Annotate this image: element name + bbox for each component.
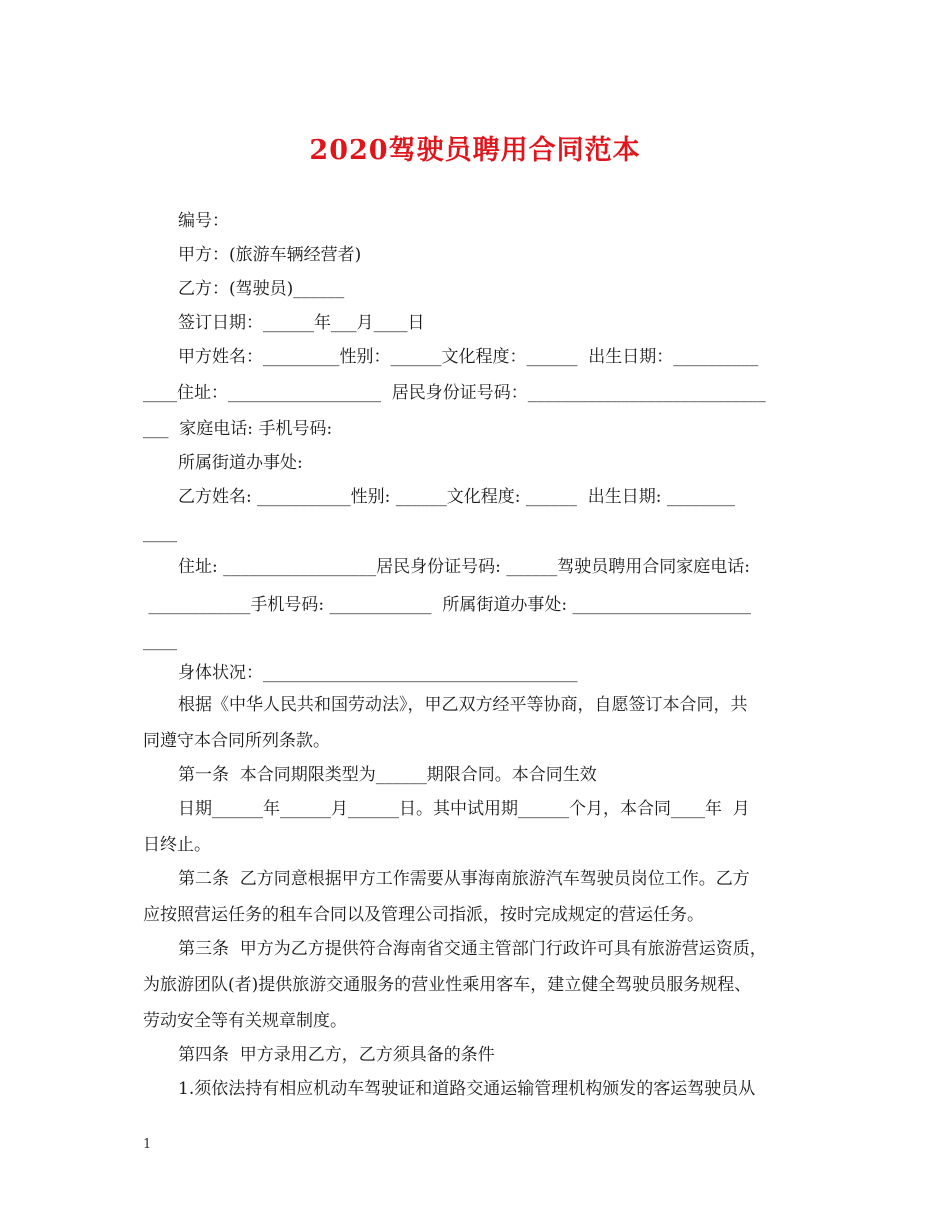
page-number: 1 xyxy=(143,1137,152,1152)
party-b-info-continuation: ____ xyxy=(143,523,177,543)
article-1-line-3: 日终止。 xyxy=(143,835,211,855)
document-title: 2020驾驶员聘用合同范本 xyxy=(309,135,641,166)
party-b-phone-continuation: ____ xyxy=(143,631,177,651)
party-b-address-line: 住址: __________________居民身份证号码: ______驾驶员聘用合同家庭电话: xyxy=(178,557,750,577)
party-b-info-line: 乙方姓名: ___________性别: ______文化程度: ______ 出生日期: ________ xyxy=(178,487,735,507)
party-a-phone-line: ___ 家庭电话: 手机号码: xyxy=(143,419,333,439)
article-3-line-2: 为旅游团队(者)提供旅游交通服务的营业性乘用客车，建立健全驾驶员服务规程、 xyxy=(143,975,752,995)
preamble-line-1: 根据《中华人民共和国劳动法》，甲乙双方经平等协商，自愿签订本合同，共 xyxy=(178,695,748,715)
article-1-line-2: 日期______年______月______日。其中试用期______个月，本合同____年 月 xyxy=(178,799,750,819)
article-4-line-1: 第四条 甲方录用乙方，乙方须具备的条件 xyxy=(178,1045,495,1065)
party-a-street-office-line: 所属街道办事处: xyxy=(178,453,303,473)
article-4-item-1: 1.须依法持有相应机动车驾驶证和道路交通运输管理机构颁发的客运驾驶员从 xyxy=(178,1079,756,1099)
preamble-line-2: 同遵守本合同所列条款。 xyxy=(143,731,330,751)
party-b-line: 乙方：(驾驶员)______ xyxy=(178,279,345,299)
health-status-line: 身体状况：_____________________________________ xyxy=(178,663,578,683)
signing-date-line: 签订日期：______年___月____日 xyxy=(178,313,425,333)
contract-number-line: 编号： xyxy=(178,211,229,231)
party-a-address-line: ____住址：__________________ 居民身份证号码：____________________________ xyxy=(143,383,766,403)
article-1-line-1: 第一条 本合同期限类型为______期限合同。本合同生效 xyxy=(178,765,597,785)
article-3-line-1: 第三条 甲方为乙方提供符合海南省交通主管部门行政许可具有旅游营运资质， xyxy=(178,939,767,959)
article-2-line-2: 应按照营运任务的租车合同以及管理公司指派，按时完成规定的营运任务。 xyxy=(143,905,704,925)
party-b-phone-line: ____________手机号码: ____________ 所属街道办事处: _____________________ xyxy=(143,595,751,615)
party-a-info-line: 甲方姓名：_________性别：______文化程度：______ 出生日期：__________ xyxy=(178,347,759,367)
article-2-line-1: 第二条 乙方同意根据甲方工作需要从事海南旅游汽车驾驶员岗位工作。乙方 xyxy=(178,869,750,889)
party-a-line: 甲方：(旅游车辆经营者) xyxy=(178,245,362,265)
article-3-line-3: 劳动安全等有关规章制度。 xyxy=(143,1011,347,1031)
